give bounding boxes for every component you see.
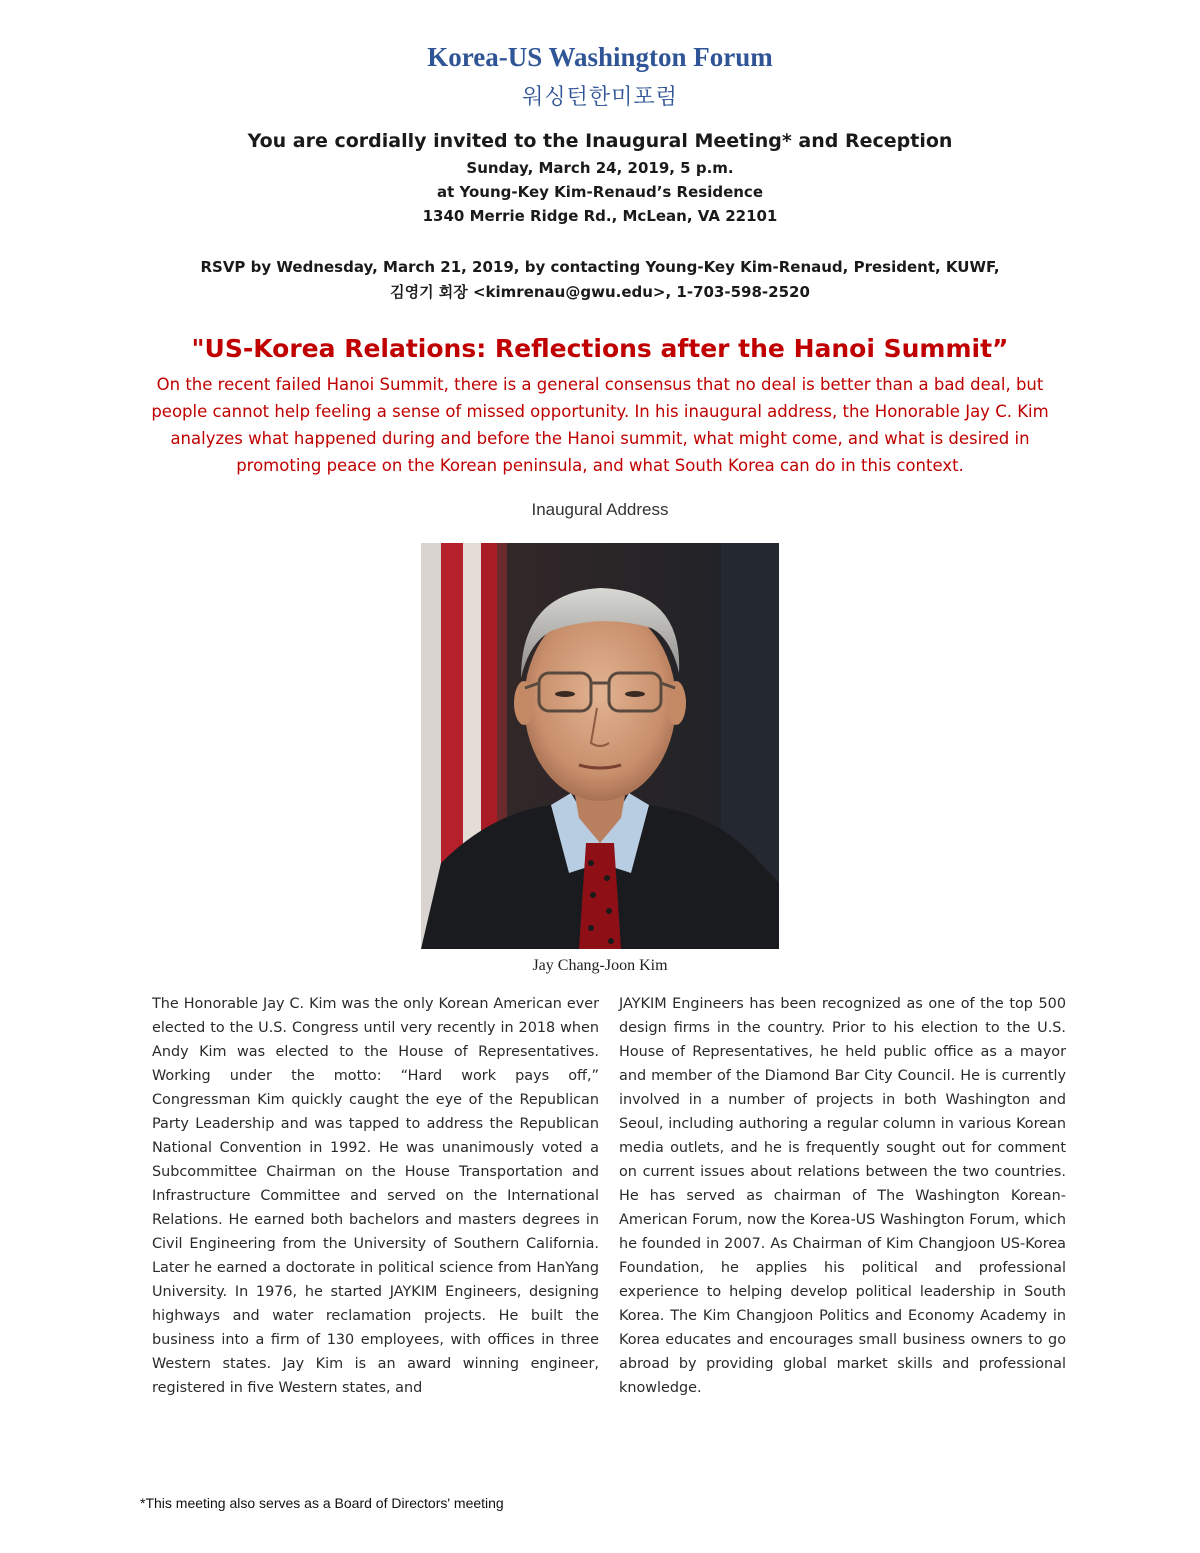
org-name-korean: 워싱턴한미포럼: [522, 85, 678, 110]
talk-title: "US-Korea Relations: Reflections after the Hanoi Summit”: [191, 334, 1009, 363]
invitation-block: [0, 130, 1200, 228]
talk-description: On the recent failed Hanoi Summit, there is a general consensus that no deal is better than a bad deal, but people cannot help feeling a sense of missed opportunity. In his inaugural address, the Honorable Jay C. Kim analyzes what happened during and before the Hanoi summit, what might come, and what is desired in promoting peace on the Korean peninsula, and what South Korea can do in this context.: [151, 375, 1049, 475]
invitation-title: You are cordially invited to the Inaugural Meeting* and Reception: [247, 130, 953, 152]
footnote: *This meeting also serves as a Board of Directors' meeting: [140, 1495, 504, 1511]
rsvp-contact: 김영기 회장 <kimrenau@gwu.edu>, 1-703-598-2520: [390, 283, 810, 301]
event-venue: at Young-Key Kim-Renaud’s Residence: [436, 183, 763, 201]
bio-column-left: The Honorable Jay C. Kim was the only Korean American ever elected to the U.S. Congress until very recently in 2018 when Andy Kim was elected to the House of Representatives. Working under the motto: “Hard work pays off,” Congressman Kim quickly caught the eye of the Republican Party Leadership and was tapped to address the Republican National Convention in 1992. He was unanimously voted a Subcommittee Chairman on the House Transportation and Infrastructure Committee and served on the International Relations. He earned both bachelors and masters degrees in Civil Engineering from the University of Southern California. Later he earned a doctorate in political science from HanYang University. In 1976, he started JAYKIM Engineers, designing highways and water reclamation projects. He built the business into a firm of 130 employees, with offices in three Western states. Jay Kim is an award winning engineer, registered in five Western states, and: [152, 996, 599, 1396]
rsvp-line: RSVP by Wednesday, March 21, 2019, by contacting Young-Key Kim-Renaud, President, KUWF,: [200, 258, 1000, 276]
photo-caption: Jay Chang-Joon Kim: [532, 957, 668, 974]
bio-column-right: JAYKIM Engineers has been recognized as one of the top 500 design firms in the country. Prior to his election to the U.S. House of Representatives, he held public office as a mayor and member of the Diamond Bar City Council. He is currently involved in a number of projects in both Washington and Seoul, including authoring a regular column in various Korean media outlets, and he is frequently sought out for comment on current issues about relations between the two countries. He has served as chairman of The Washington Korean-American Forum, now the Korea-US Washington Forum, which he founded in 2007. As Chairman of Kim Changjoon US-Korea Foundation, he applies his political and professional experience to helping develop political leadership in South Korea. The Kim Changjoon Politics and Economy Academy in Korea educates and encourages small business owners to go abroad by providing global market skills and professional knowledge.: [619, 996, 1066, 1396]
speaker-portrait: [421, 543, 779, 949]
section-label: Inaugural Address: [531, 500, 669, 519]
org-name: Korea-US Washington Forum: [427, 42, 773, 72]
event-date-time: Sunday, March 24, 2019, 5 p.m.: [466, 159, 734, 177]
event-address: 1340 Merrie Ridge Rd., McLean, VA 22101: [422, 207, 778, 225]
rsvp-block: [0, 255, 1200, 305]
